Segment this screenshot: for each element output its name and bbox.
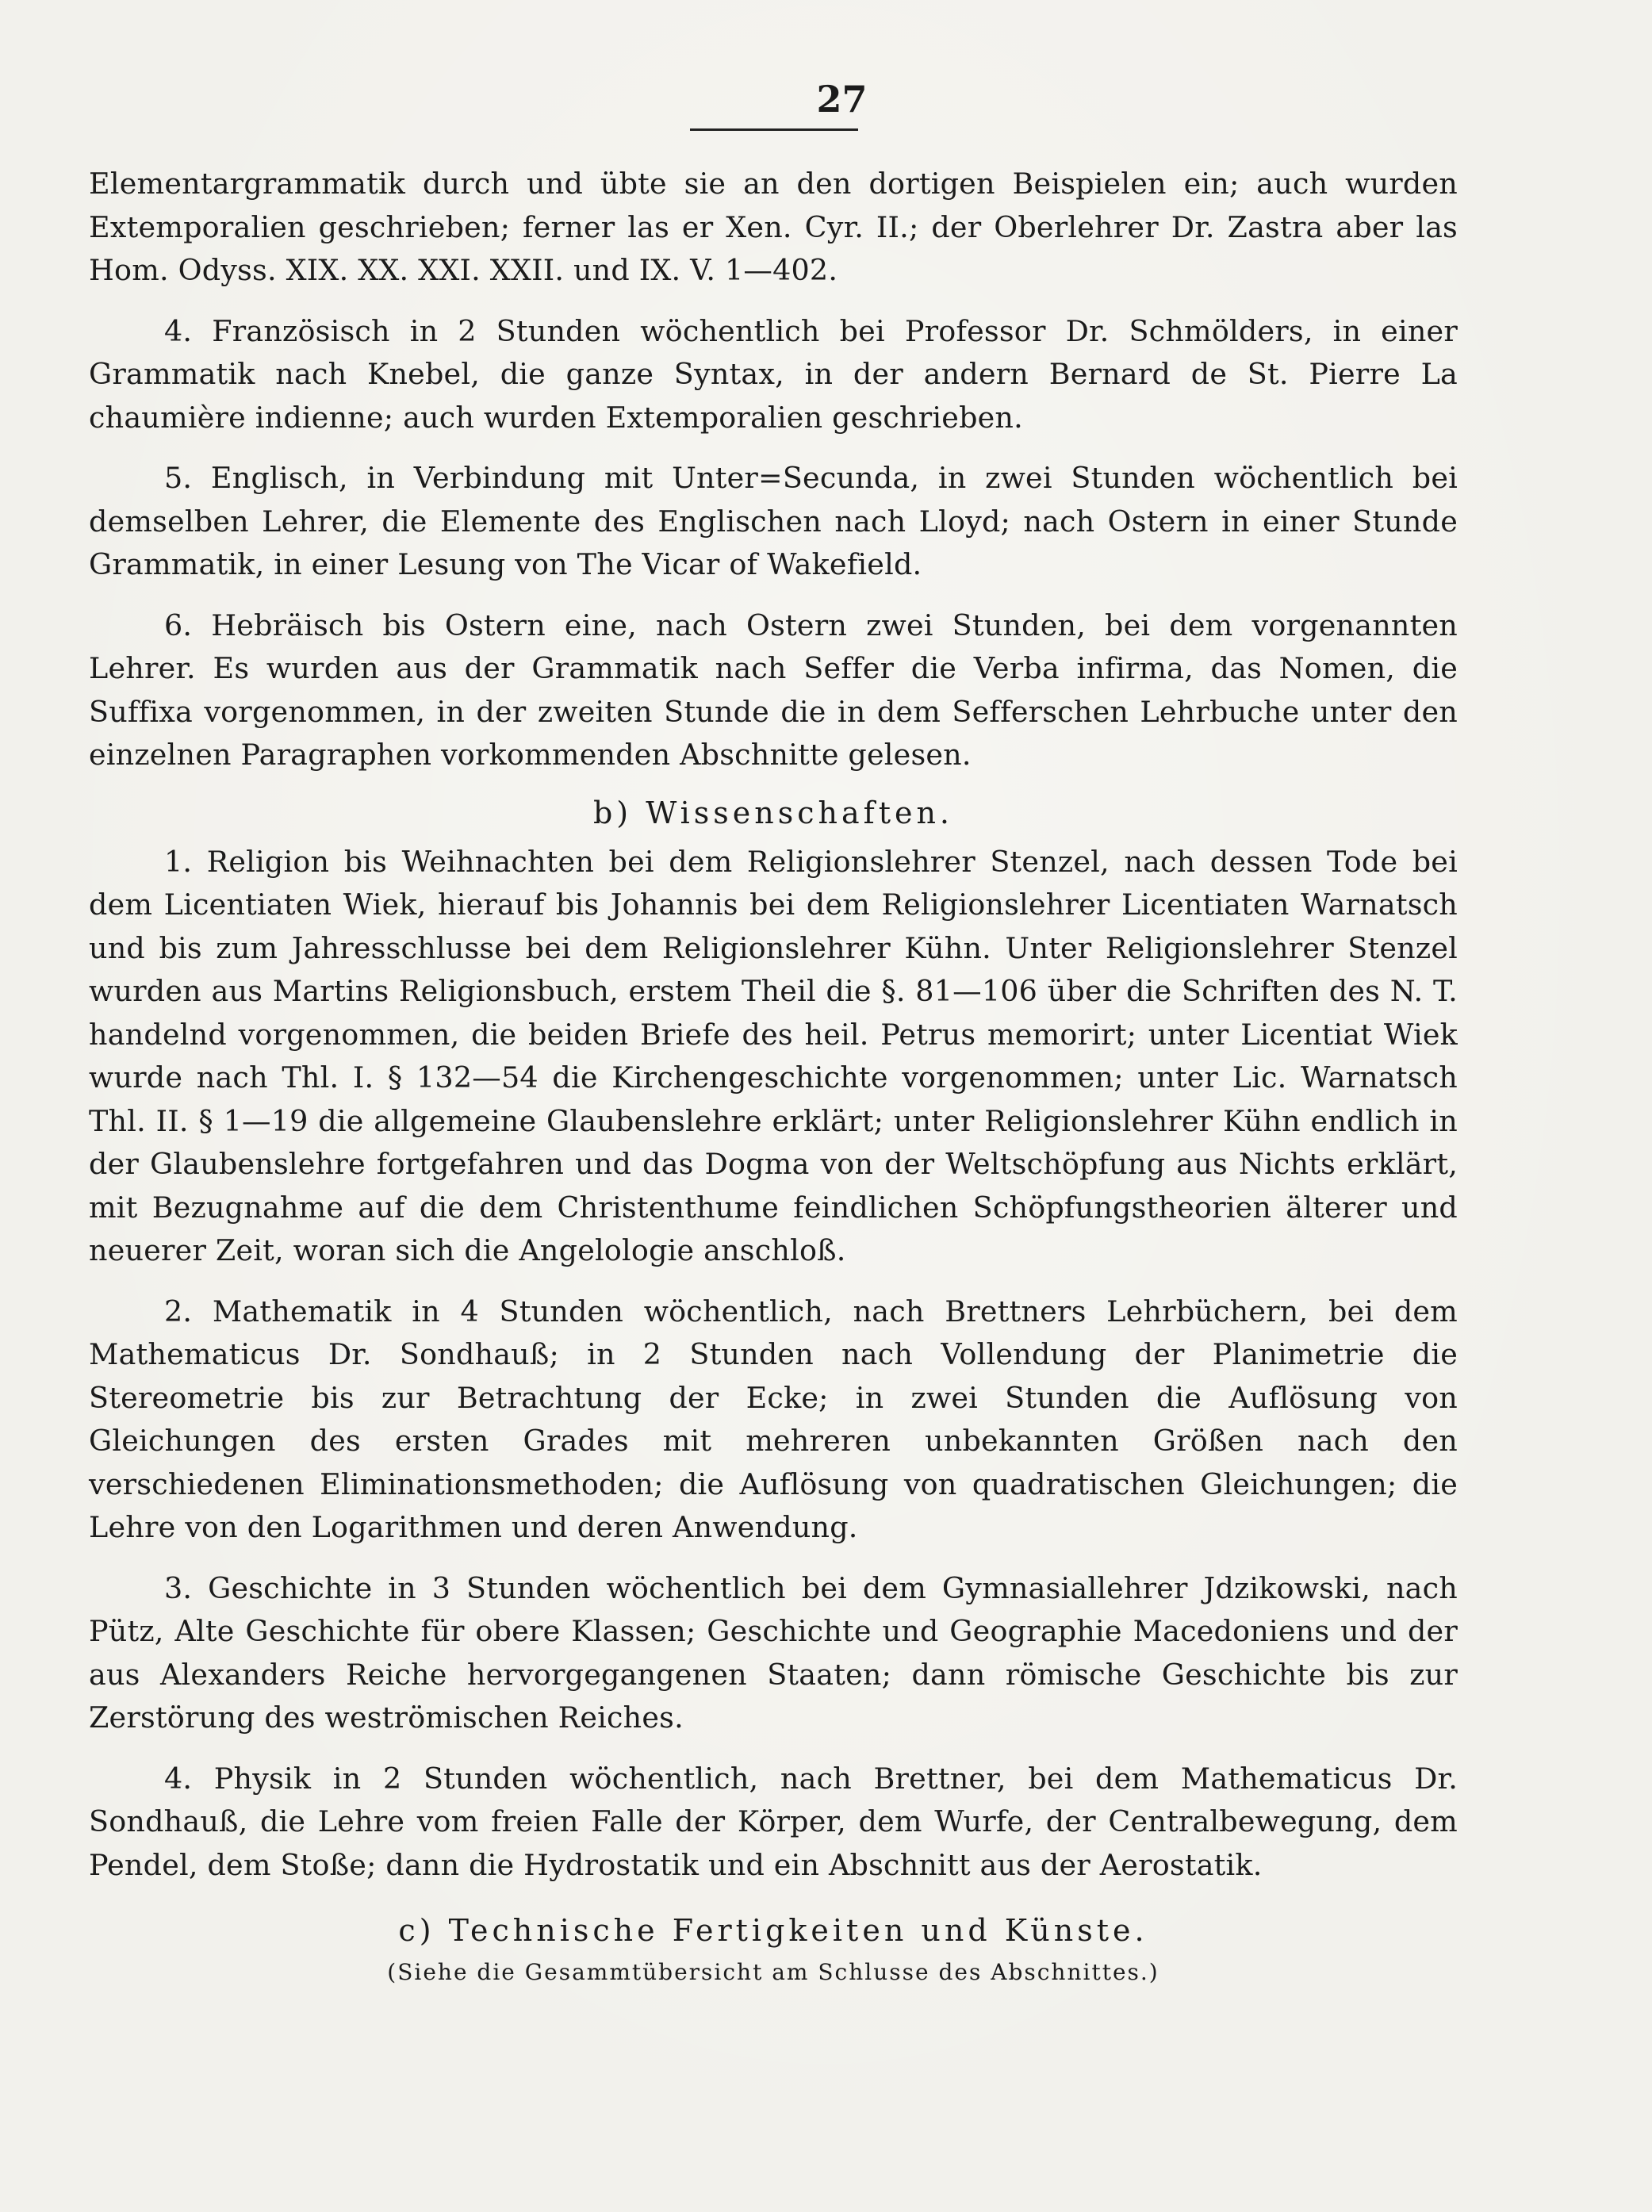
paragraph-greek-continuation: Elementargrammatik durch und übte sie an den dortigen Beispielen ein; auch wurden Extemporalien geschrieben; ferner las er Xen. Cyr. II.; der Oberlehrer Dr. Zastra aber las Hom. Odyss. XIX. XX. XXI. XXII. und IX. V. 1—402. xyxy=(89,167,1458,287)
page-body xyxy=(89,163,1458,1990)
paragraph-hebrew: 6. Hebräisch bis Ostern eine, nach Ostern zwei Stunden, bei dem vorgenannten Lehrer. Es wurden aus der Grammatik nach Seffer die Verba infirma, das Nomen, die Suffixa vorgenommen, in der zweiten Stunde die in dem Sefferschen Lehrbuche unter den einzelnen Paragraphen vorkommenden Abschnitte gelesen. xyxy=(89,608,1458,772)
paragraph-french: 4. Französisch in 2 Stunden wöchentlich bei Professor Dr. Schmölders, in einer Grammatik nach Knebel, die ganze Syntax, in der andern Bernard de St. Pierre La chaumière indienne; auch wurden Extemporalien geschrieben. xyxy=(89,313,1458,435)
paragraph-english: 5. Englisch, in Verbindung mit Unter=Secunda, in zwei Stunden wöchentlich bei demselben Lehrer, die Elemente des Englischen nach Lloyd; nach Ostern in einer Stunde Grammatik, in einer Lesung von The Vicar of Wakefield. xyxy=(89,461,1458,581)
header-rule xyxy=(690,128,858,131)
section-note: (Siehe die Gesammtübersicht am Schlusse des Abschnittes.) xyxy=(387,1959,1159,1985)
paragraph-mathematics: 2. Mathematik in 4 Stunden wöchentlich, nach Brettners Lehrbüchern, bei dem Mathematicus Dr. Sondhauß; in 2 Stunden nach Vollendung der Planimetrie die Stereometrie bis zur Betrachtung der Ecke; in zwei Stunden die Auflösung von Gleichungen des ersten Grades mit mehreren unbekannten Größen nach den verschiedenen Eliminationsmethoden; die Auflösung von quadratischen Gleichungen; die Lehre von den Logarithmen und deren Anwendung. xyxy=(89,1294,1458,1544)
section-heading-sciences: b) Wissenschaften. xyxy=(592,795,954,830)
paragraph-physics: 4. Physik in 2 Stunden wöchentlich, nach Brettner, bei dem Mathematicus Dr. Sondhauß, die Lehre vom freien Falle der Körper, dem Wurfe, der Centralbewegung, dem Pendel, dem Stoße; dann die Hydrostatik und ein Abschnitt aus der Aerostatik. xyxy=(89,1761,1458,1882)
paragraph-religion: 1. Religion bis Weihnachten bei dem Religionslehrer Stenzel, nach dessen Tode bei dem Licentiaten Wiek, hierauf bis Johannis bei dem Religionslehrer Licentiaten Warnatsch und bis zum Jahresschlusse bei dem Religionslehrer Kühn. Unter Religionslehrer Stenzel wurden aus Martins Religionsbuch, erstem Theil die §. 81—106 über die Schriften des N. T. handelnd vorgenommen, die beiden Briefe des heil. Petrus memorirt; unter Licentiat Wiek wurde nach Thl. I. § 132—54 die Kirchengeschichte vorgenommen; unter Lic. Warnatsch Thl. II. § 1—19 die allgemeine Glaubenslehre erklärt; unter Religionslehrer Kühn endlich in der Glaubenslehre fortgefahren und das Dogma von der Weltschöpfung aus Nichts erklärt, mit Bezugnahme auf die dem Christenthume feindlichen Schöpfungstheorien älterer und neuerer Zeit, woran sich die Angelologie anschloß. xyxy=(89,844,1458,1267)
page-number: 27 xyxy=(816,78,868,121)
paragraph-history: 3. Geschichte in 3 Stunden wöchentlich bei dem Gymnasiallehrer Jdzikowski, nach Pütz, Alte Geschichte für obere Klassen; Geschichte und Geographie Macedoniens und der aus Alexanders Reiche hervorgegangenen Staaten; dann römische Geschichte bis zur Zerstörung des weströmischen Reiches. xyxy=(89,1570,1458,1735)
section-heading-technical-skills: c) Technische Fertigkeiten und Künste. xyxy=(398,1913,1148,1948)
